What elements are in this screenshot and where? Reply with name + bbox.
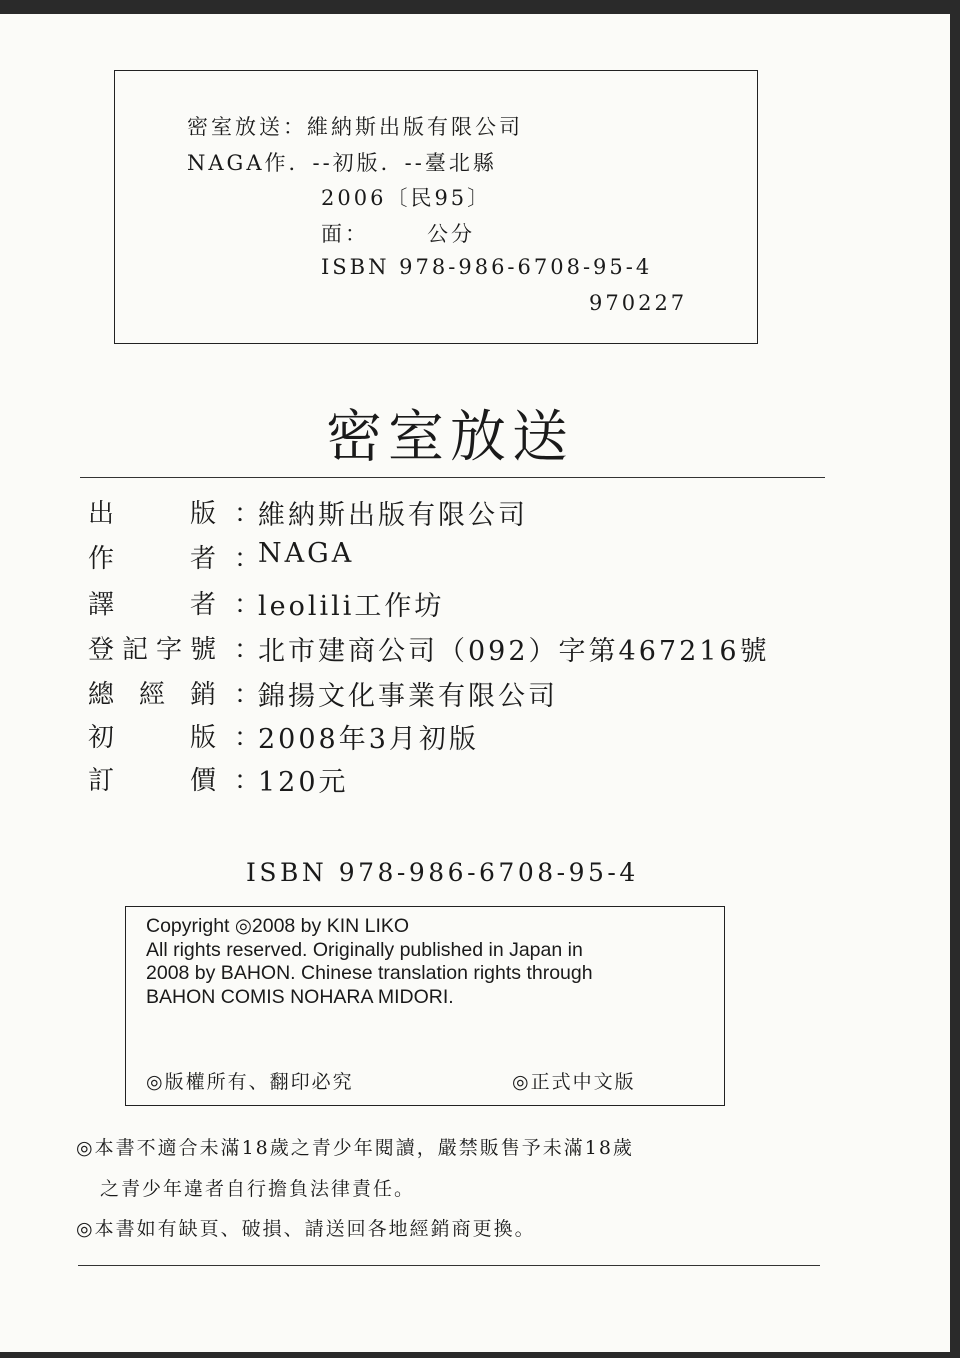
scan-border-top <box>0 0 960 14</box>
info-value: 北市建商公司（092）字第467216號 <box>258 636 770 667</box>
age-restriction-notice: ◎本書不適合未滿18歲之青少年閱讀，嚴禁販售予未滿18歲 <box>76 1137 634 1159</box>
title-divider <box>80 477 825 478</box>
info-value: 120元 <box>258 767 349 798</box>
copyright-box <box>125 906 725 1106</box>
copyright-line: All rights reserved. Originally published in Japan in <box>146 938 583 961</box>
copyright-line: Copyright ◎2008 by KIN LIKO <box>146 915 410 937</box>
info-value: 錦揚文化事業有限公司 <box>258 681 558 712</box>
age-restriction-notice-cont: 之青少年違者自行擔負法律責任。 <box>100 1178 416 1200</box>
info-label: 訂 價 <box>88 766 216 796</box>
info-label: 登 記 字 號 <box>88 635 216 665</box>
cip-line-isbn: ISBN 978-986-6708-95-4 <box>321 255 653 279</box>
info-value: 維納斯出版有限公司 <box>258 500 528 531</box>
cip-line-pages: 面： 公分 <box>321 222 476 246</box>
info-value: leolili工作坊 <box>258 591 445 622</box>
scan-border-bottom <box>0 1352 960 1358</box>
book-title: 密室放送 <box>326 405 574 470</box>
cip-line-year: 2006〔民95〕 <box>321 186 492 210</box>
cip-catalog-box <box>114 70 758 344</box>
isbn-number: ISBN 978-986-6708-95-4 <box>246 858 639 887</box>
cip-line-author: NAGA作．--初版．--臺北縣 <box>187 151 497 175</box>
info-label: 初 版 <box>88 723 216 753</box>
cip-line-number: 970227 <box>589 291 688 315</box>
info-label: 譯 者 <box>88 590 216 620</box>
cip-line-title: 密室放送：維納斯出版有限公司 <box>187 115 523 139</box>
info-label: 出 版 <box>88 499 216 529</box>
info-label: 總 經 銷 <box>88 680 216 710</box>
scan-border-right <box>950 0 960 1358</box>
all-rights-mark: ◎版權所有、翻印必究 <box>146 1071 354 1093</box>
bottom-divider <box>78 1265 820 1266</box>
copyright-line: 2008 by BAHON. Chinese translation rights through <box>146 962 593 984</box>
info-value: NAGA <box>258 538 355 569</box>
copyright-text <box>146 915 726 1009</box>
official-edition-mark: ◎正式中文版 <box>512 1071 636 1093</box>
copyright-line: BAHON COMIS NOHARA MIDORI. <box>146 985 454 1008</box>
info-label: 作 者 <box>88 544 216 574</box>
defect-return-notice: ◎本書如有缺頁、破損、請送回各地經銷商更換。 <box>76 1218 536 1240</box>
info-value: 2008年3月初版 <box>258 724 479 755</box>
